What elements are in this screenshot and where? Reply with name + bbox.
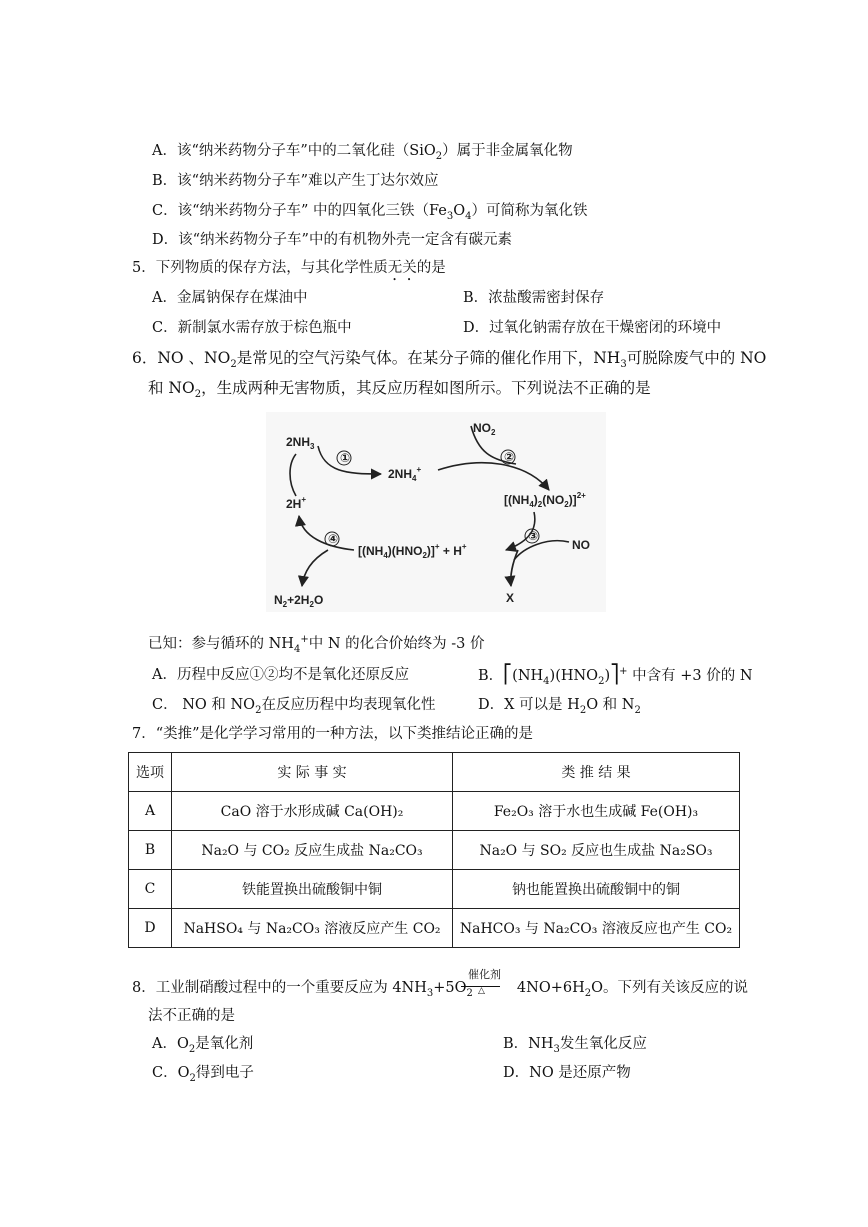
label-2nh4: $2NH_4^+$ bbox=[388, 465, 422, 483]
q4-option-b: B．该“纳米药物分子车”难以产生丁达尔效应 bbox=[152, 173, 439, 189]
q8-option-d: D．NO 是还原产物 bbox=[503, 1065, 631, 1081]
q8-heat-symbol: △ bbox=[478, 986, 485, 996]
q6-option-d: D．X 可以是 $H_2O$ 和 $N_2$ bbox=[478, 697, 641, 716]
q6-stem-line2: 和 $NO_2$，生成两种无害物质，其反应历程如图所示。下列说法不正确的是 bbox=[148, 379, 651, 401]
table-row bbox=[129, 831, 740, 870]
table-row bbox=[129, 792, 740, 831]
table-row bbox=[129, 870, 740, 909]
step4-label: ④ bbox=[328, 532, 339, 546]
q7-stem: 7．“类推”是化学学习常用的一种方法，以下类推结论正确的是 bbox=[132, 726, 534, 742]
header-inference: 类 推 结 果 bbox=[453, 753, 740, 792]
row-inference: 钠也能置换出硫酸铜中的铜 bbox=[453, 870, 740, 909]
step3-label: ③ bbox=[528, 529, 539, 543]
q4-option-a: A．该“纳米药物分子车”中的二氧化硅（SiO$_2$）属于非金属氧化物 bbox=[152, 143, 573, 162]
q5-option-b: B．浓盐酸需密封保存 bbox=[463, 290, 605, 306]
row-fact: NaHSO₄ 与 Na₂CO₃ 溶液反应产生 CO₂ bbox=[172, 909, 453, 948]
q6-option-b: B．$⎡(NH_4)(HNO_2)⎤^+$ 中含有 +3 价的 N bbox=[478, 664, 753, 687]
label-intermediate: $[(NH_4)(HNO_2)]^+ + H^+$ bbox=[358, 542, 467, 560]
row-inference: Na₂O 与 SO₂ 反应也生成盐 Na₂SO₃ bbox=[453, 831, 740, 870]
label-x: X bbox=[506, 591, 515, 605]
q6-known: 已知：参与循环的 $NH_4^+$中 N 的化合价始终为 -3 价 bbox=[148, 634, 485, 655]
step2-label: ② bbox=[504, 450, 515, 464]
q8-stem-line2: 法不正确的是 bbox=[148, 1008, 235, 1024]
q6-stem-line1: 6．NO 、$NO_2$是常见的空气污染气体。在某分子筛的催化作用下，$NH_3$可脱除废气中的 NO bbox=[132, 349, 767, 371]
q8-option-b: B．$NH_3$发生氧化反应 bbox=[503, 1036, 647, 1055]
row-option: A bbox=[129, 792, 172, 831]
row-option: D bbox=[129, 909, 172, 948]
q5-option-c: C．新制氯水需存放于棕色瓶中 bbox=[152, 320, 352, 336]
q4-option-d: D．该“纳米药物分子车”中的有机物外壳一定含有碳元素 bbox=[152, 232, 512, 248]
label-2h: 2H+ bbox=[286, 495, 307, 511]
q8-option-a: A．$O_2$是氧化剂 bbox=[152, 1036, 254, 1055]
diagram-background bbox=[266, 412, 606, 612]
q4-option-c: C．该“纳米药物分子车” 中的四氧化三铁$(Fe_3O_4)$可简称为氧化铁 bbox=[152, 203, 588, 222]
step1-label: ① bbox=[340, 451, 351, 465]
q7-table bbox=[128, 752, 740, 948]
q6-option-c: C． NO 和 $NO_2$在反应历程中均表现氧化性 bbox=[152, 697, 436, 716]
label-no: NO bbox=[572, 538, 590, 552]
table-row bbox=[129, 909, 740, 948]
q5-option-d: D．过氧化钠需存放在干燥密闭的环境中 bbox=[463, 320, 722, 336]
header-fact: 实 际 事 实 bbox=[172, 753, 453, 792]
row-option: B bbox=[129, 831, 172, 870]
row-fact: 铁能置换出硫酸铜中铜 bbox=[172, 870, 453, 909]
header-option: 选项 bbox=[129, 753, 172, 792]
row-option: C bbox=[129, 870, 172, 909]
label-no2: $NO_2$ bbox=[473, 421, 496, 437]
q8-stem-line1: 8．工业制硝酸过程中的一个重要反应为 $4NH_3+5O_2$ $4NO+6H_2O$。下列有关该反应的说 bbox=[132, 980, 749, 999]
row-fact: Na₂O 与 CO₂ 反应生成盐 Na₂CO₃ bbox=[172, 831, 453, 870]
row-fact: CaO 溶于水形成碱 Ca(OH)₂ bbox=[172, 792, 453, 831]
label-n2-h2o: $N_2+2H_2O$ bbox=[274, 593, 324, 609]
q8-option-c: C．$O_2$得到电子 bbox=[152, 1065, 254, 1084]
row-inference: NaHCO₃ 与 Na₂CO₃ 溶液反应也产生 CO₂ bbox=[453, 909, 740, 948]
q8-catalyst-label: 催化剂 bbox=[468, 968, 501, 981]
q5-stem: 5．下列物质的保存方法，与其化学性质无关的是 bbox=[132, 260, 446, 276]
label-2nh3: $2NH_3$ bbox=[286, 435, 315, 451]
q6-option-a: A．历程中反应①②均不是氧化还原反应 bbox=[152, 667, 409, 683]
reaction-cycle-diagram bbox=[266, 412, 606, 612]
q5-option-a: A．金属钠保存在煤油中 bbox=[152, 290, 308, 306]
table-header-row bbox=[129, 753, 740, 792]
label-complex: $[(NH_4)_2(NO_2)]^{2+}$ bbox=[504, 491, 586, 509]
row-inference: Fe₂O₃ 溶于水也生成碱 Fe(OH)₃ bbox=[453, 792, 740, 831]
